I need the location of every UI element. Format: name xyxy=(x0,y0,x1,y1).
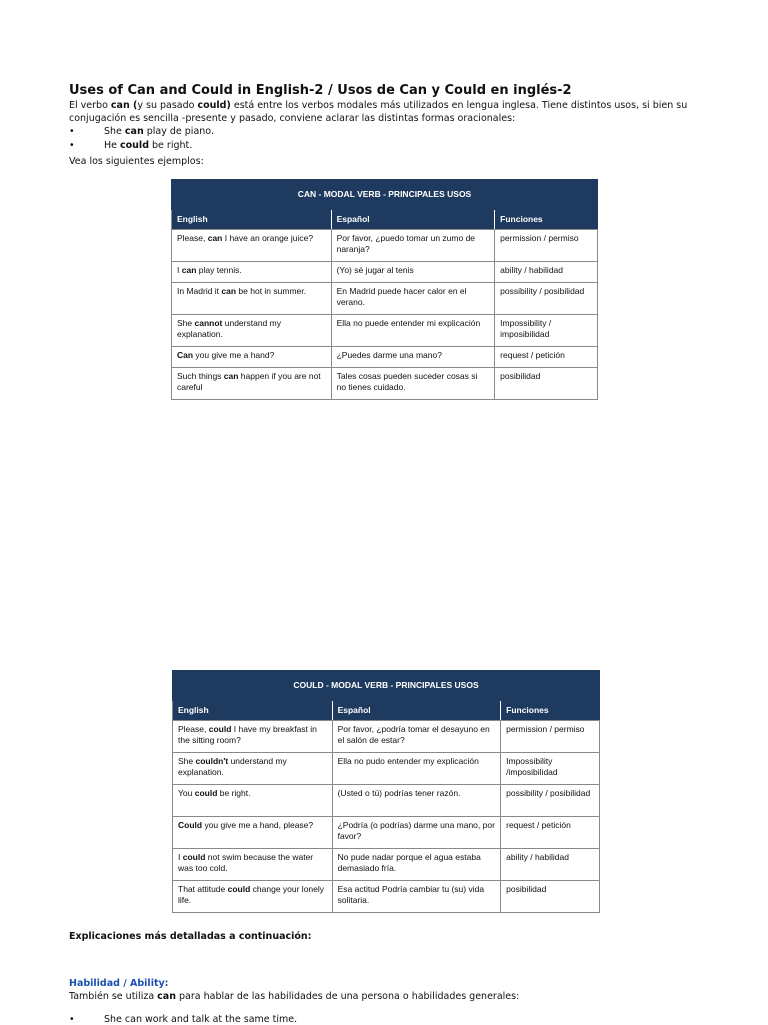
english-cell: Please, can I have an orange juice? xyxy=(172,230,332,262)
spanish-cell: (Usted o tú) podrías tener razón. xyxy=(332,785,501,817)
table-row xyxy=(173,753,600,785)
english-cell: Can you give me a hand? xyxy=(172,347,332,368)
ability-text: También se utiliza can para hablar de las habilidades de una persona o habilidades generales: xyxy=(69,991,520,1002)
english-cell: She couldn't understand my explanation. xyxy=(173,753,333,785)
table-title: CAN - MODAL VERB - PRINCIPALES USOS xyxy=(172,180,598,210)
examples-label: Vea los siguientes ejemplos: xyxy=(69,156,204,167)
table-row xyxy=(172,230,598,262)
spanish-cell: ¿Puedes darme una mano? xyxy=(331,347,495,368)
table-row xyxy=(172,347,598,368)
column-header: Funciones xyxy=(501,701,600,721)
column-header: Funciones xyxy=(495,210,598,230)
english-cell: I can play tennis. xyxy=(172,262,332,283)
function-cell: posibilidad xyxy=(501,881,600,913)
spanish-cell: En Madrid puede hacer calor en el verano. xyxy=(331,283,495,315)
bullet-text: She can work and talk at the same time. xyxy=(104,1014,298,1025)
could-table xyxy=(172,670,600,913)
column-header: English xyxy=(172,210,332,230)
ability-heading: Habilidad / Ability: xyxy=(69,978,169,989)
bullet-text: He could be right. xyxy=(104,140,193,151)
table-row xyxy=(172,368,598,400)
spanish-cell: Por favor, ¿puedo tomar un zumo de naranja? xyxy=(331,230,495,262)
table-row xyxy=(172,262,598,283)
bullet-icon: • xyxy=(69,1014,75,1025)
column-header: Español xyxy=(332,701,501,721)
english-cell: I could not swim because the water was too cold. xyxy=(173,849,333,881)
function-cell: Impossibility / imposibilidad xyxy=(495,315,598,347)
bullet-icon: • xyxy=(69,140,75,151)
spanish-cell: Por favor, ¿podría tomar el desayuno en el salón de estar? xyxy=(332,721,501,753)
english-cell: She cannot understand my explanation. xyxy=(172,315,332,347)
intro-paragraph xyxy=(69,100,709,125)
function-cell: request / petición xyxy=(495,347,598,368)
table-title: COULD - MODAL VERB - PRINCIPALES USOS xyxy=(173,671,600,701)
bullet-icon: • xyxy=(69,126,75,137)
intro-could: could) xyxy=(197,100,231,111)
spanish-cell: Tales cosas pueden suceder cosas si no tienes cuidado. xyxy=(331,368,495,400)
intro-text-3: está entre los verbos modales más utilizados en lengua inglesa. Tiene distintos usos, si bien su conjugación es sencilla -presente y pasado, conviene aclarar las distintas formas oracionales: xyxy=(69,100,688,124)
english-cell: Could you give me a hand, please? xyxy=(173,817,333,849)
function-cell: ability / habilidad xyxy=(501,849,600,881)
english-cell: Such things can happen if you are not careful xyxy=(172,368,332,400)
spanish-cell: (Yo) sé jugar al tenis xyxy=(331,262,495,283)
table-row xyxy=(173,849,600,881)
bullet-text: She can play de piano. xyxy=(104,126,214,137)
table-row xyxy=(173,881,600,913)
function-cell: posibilidad xyxy=(495,368,598,400)
intro-text-2: y su pasado xyxy=(137,100,198,111)
function-cell: permission / permiso xyxy=(495,230,598,262)
explanations-heading: Explicaciones más detalladas a continuación: xyxy=(69,931,312,942)
spanish-cell: Esa actitud Podría cambiar tu (su) vida solitaria. xyxy=(332,881,501,913)
table-row xyxy=(172,283,598,315)
table-row xyxy=(173,785,600,817)
intro-can: can ( xyxy=(110,100,138,111)
table-row xyxy=(173,817,600,849)
intro-text-1: El verbo xyxy=(69,100,111,111)
table-row xyxy=(173,721,600,753)
english-cell: That attitude could change your lonely life. xyxy=(173,881,333,913)
page-title: Uses of Can and Could in English-2 / Usos de Can y Could en inglés-2 xyxy=(69,83,572,98)
english-cell: You could be right. xyxy=(173,785,333,817)
english-cell: In Madrid it can be hot in summer. xyxy=(172,283,332,315)
function-cell: ability / habilidad xyxy=(495,262,598,283)
column-header: Español xyxy=(331,210,495,230)
function-cell: possibility / posibilidad xyxy=(501,785,600,817)
can-table xyxy=(171,179,598,400)
column-header: English xyxy=(173,701,333,721)
spanish-cell: No pude nadar porque el agua estaba demasiado fría. xyxy=(332,849,501,881)
spanish-cell: Ella no puede entender mi explicación xyxy=(331,315,495,347)
function-cell: Impossibility /imposibilidad xyxy=(501,753,600,785)
spanish-cell: Ella no pudo entender my explicación xyxy=(332,753,501,785)
function-cell: possibility / posibilidad xyxy=(495,283,598,315)
spanish-cell: ¿Podría (o podrías) darme una mano, por favor? xyxy=(332,817,501,849)
function-cell: request / petición xyxy=(501,817,600,849)
function-cell: permission / permiso xyxy=(501,721,600,753)
english-cell: Please, could I have my breakfast in the sitting room? xyxy=(173,721,333,753)
table-row xyxy=(172,315,598,347)
